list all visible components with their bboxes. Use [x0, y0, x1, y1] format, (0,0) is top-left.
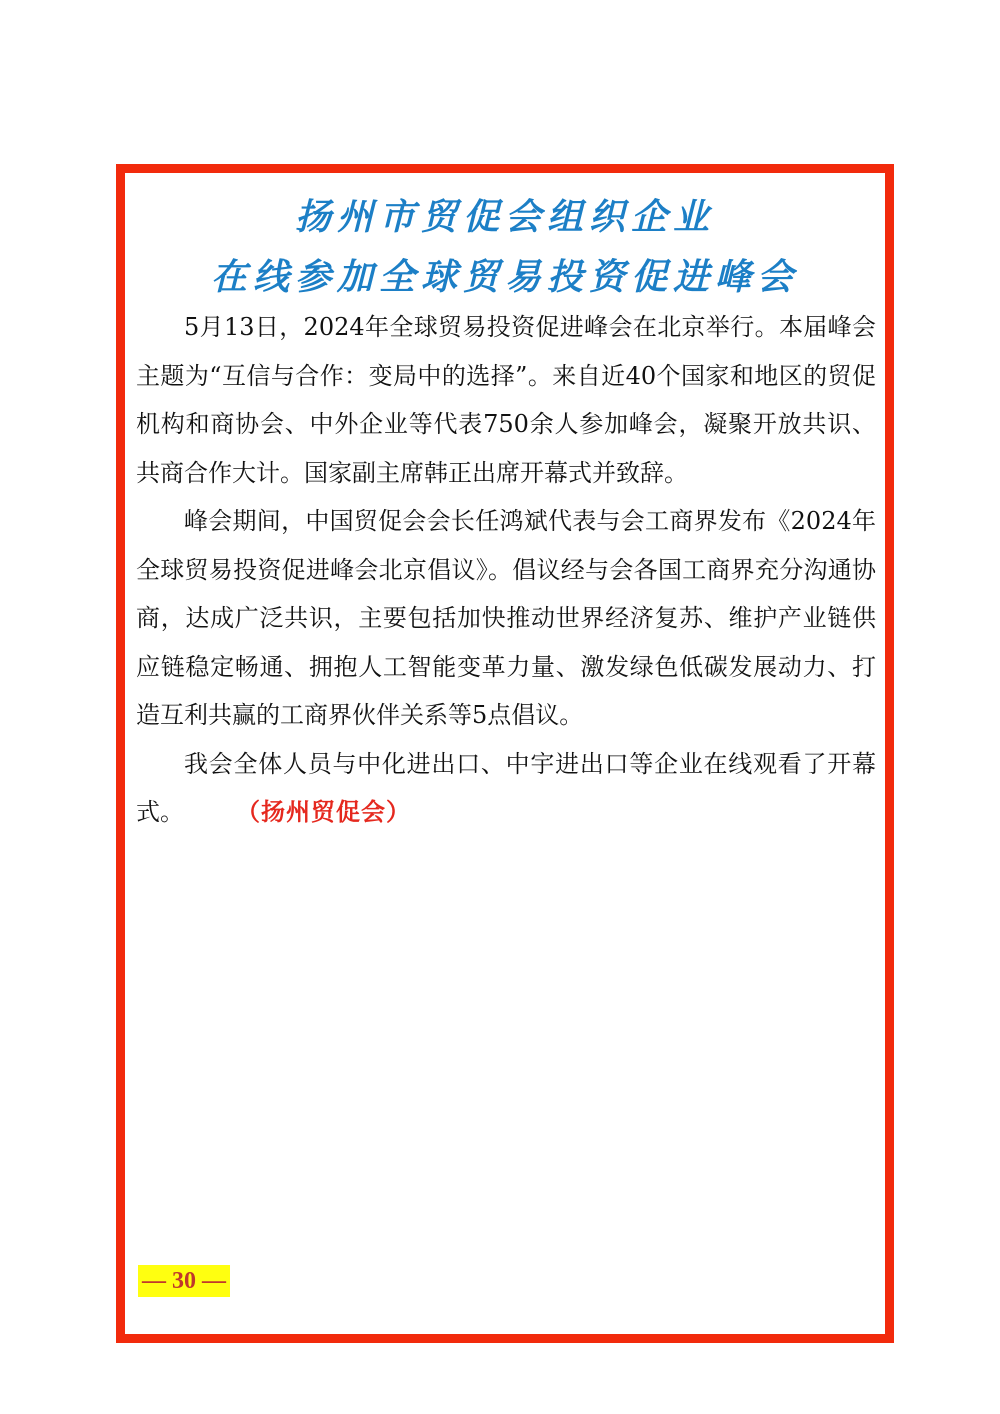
source-attribution: （扬州贸促会） — [248, 797, 411, 826]
paragraph-3-text: 我会全体人员与中化进出口、中宇进出口等企业在线观看了开幕式。 — [136, 749, 876, 826]
paragraph-2: 峰会期间，中国贸促会会长任鸿斌代表与会工商界发布《2024年全球贸易投资促进峰会北京倡议》。倡议经与会各国工商界充分沟通协商，达成广泛共识，主要包括加快推动世界经济复苏、维护产业链供应链稳定畅通、拥抱人工智能变革力量、激发绿色低碳发展动力、打造互利共赢的工商界伙伴关系等5点倡议。 — [136, 507, 876, 729]
paragraph-3 — [136, 740, 876, 837]
article-title-line-2: 在线参加全球贸易投资促进峰会 — [210, 256, 799, 298]
page-number: — 30 — — [138, 1265, 230, 1297]
article-title-line-1: 扬州市贸促会组织企业 — [294, 196, 715, 238]
paragraph-1: 5月13日，2024年全球贸易投资促进峰会在北京举行。本届峰会主题为“互信与合作：变局中的选择”。来自近40个国家和地区的贸促机构和商协会、中外企业等代表750余人参加峰会，凝聚开放共识、共商合作大计。国家副主席韩正出席开幕式并致辞。 — [136, 313, 876, 487]
article-body — [136, 303, 876, 837]
page-border-frame — [116, 164, 894, 1343]
